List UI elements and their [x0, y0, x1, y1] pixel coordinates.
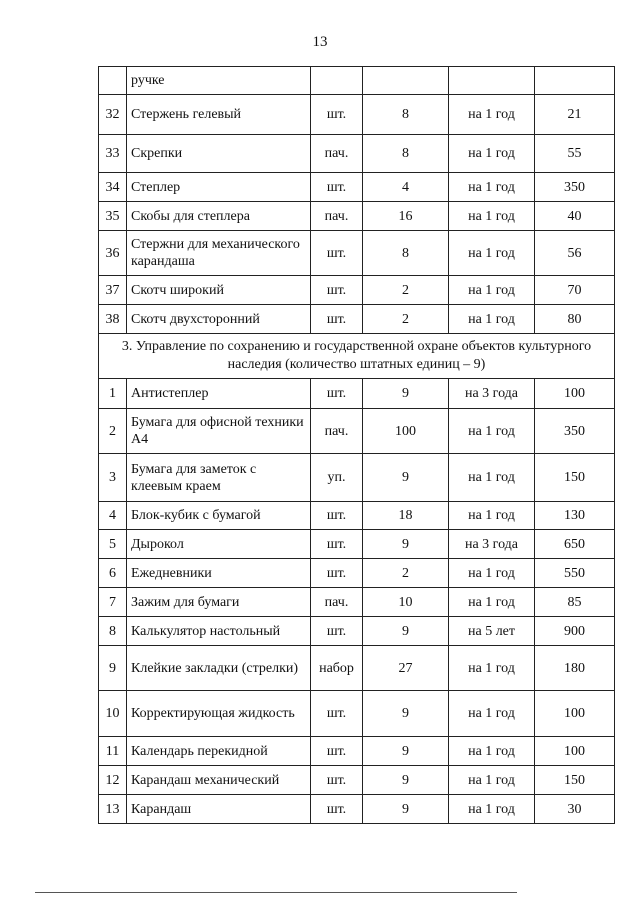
usage-period-cell [449, 67, 535, 95]
quantity-cell: 8 [363, 231, 449, 276]
unit-cell: шт. [311, 95, 363, 135]
unit-price-cell: 130 [535, 502, 615, 530]
supply-table [98, 66, 615, 824]
usage-period-cell: на 1 год [449, 737, 535, 766]
unit-price-cell: 100 [535, 379, 615, 409]
item-name-cell: Ежедневники [127, 559, 311, 588]
item-name-cell: Корректирующая жидкость [127, 691, 311, 737]
table-row [99, 95, 615, 135]
table-row [99, 276, 615, 305]
usage-period-cell: на 1 год [449, 588, 535, 617]
unit-price-cell: 150 [535, 454, 615, 502]
unit-cell: набор [311, 646, 363, 691]
unit-cell: пач. [311, 135, 363, 173]
unit-price-cell: 80 [535, 305, 615, 334]
quantity-cell: 27 [363, 646, 449, 691]
row-number-cell: 7 [99, 588, 127, 617]
row-number-cell: 8 [99, 617, 127, 646]
unit-cell: пач. [311, 202, 363, 231]
unit-cell: пач. [311, 588, 363, 617]
row-number-cell: 34 [99, 173, 127, 202]
row-number-cell: 2 [99, 409, 127, 454]
row-number-cell: 13 [99, 795, 127, 824]
item-name-cell: ручке [127, 67, 311, 95]
unit-cell: шт. [311, 737, 363, 766]
table-row [99, 737, 615, 766]
table-row [99, 454, 615, 502]
section-header-row [99, 334, 615, 379]
unit-cell: шт. [311, 379, 363, 409]
quantity-cell: 9 [363, 530, 449, 559]
quantity-cell: 9 [363, 766, 449, 795]
table-row [99, 409, 615, 454]
unit-price-cell: 900 [535, 617, 615, 646]
usage-period-cell: на 1 год [449, 95, 535, 135]
usage-period-cell: на 1 год [449, 454, 535, 502]
unit-price-cell: 180 [535, 646, 615, 691]
quantity-cell: 8 [363, 95, 449, 135]
row-number-cell: 38 [99, 305, 127, 334]
table-row [99, 559, 615, 588]
item-name-cell: Скотч двухсторонний [127, 305, 311, 334]
section-title: 3. Управление по сохранению и государственной охране объектов культурного наследия (количество штатных единиц – 9) [99, 334, 615, 379]
quantity-cell: 9 [363, 379, 449, 409]
usage-period-cell: на 1 год [449, 135, 535, 173]
quantity-cell: 16 [363, 202, 449, 231]
item-name-cell: Скотч широкий [127, 276, 311, 305]
row-number-cell: 35 [99, 202, 127, 231]
unit-price-cell [535, 67, 615, 95]
table-row [99, 691, 615, 737]
row-number-cell: 1 [99, 379, 127, 409]
item-name-cell: Дырокол [127, 530, 311, 559]
unit-price-cell: 56 [535, 231, 615, 276]
unit-cell: шт. [311, 795, 363, 824]
table-row [99, 305, 615, 334]
unit-price-cell: 650 [535, 530, 615, 559]
item-name-cell: Стержни для механического карандаша [127, 231, 311, 276]
table-row [99, 795, 615, 824]
usage-period-cell: на 1 год [449, 559, 535, 588]
table-row [99, 231, 615, 276]
unit-cell: шт. [311, 691, 363, 737]
quantity-cell: 8 [363, 135, 449, 173]
table-row [99, 588, 615, 617]
item-name-cell: Карандаш [127, 795, 311, 824]
table-row [99, 502, 615, 530]
table-body-group-a [99, 67, 615, 334]
quantity-cell: 9 [363, 617, 449, 646]
row-number-cell: 3 [99, 454, 127, 502]
item-name-cell: Бумага для заметок с клеевым краем [127, 454, 311, 502]
row-number-cell: 11 [99, 737, 127, 766]
usage-period-cell: на 3 года [449, 530, 535, 559]
quantity-cell: 9 [363, 795, 449, 824]
unit-price-cell: 350 [535, 409, 615, 454]
item-name-cell: Клейкие закладки (стрелки) [127, 646, 311, 691]
unit-cell: шт. [311, 305, 363, 334]
item-name-cell: Скобы для степлера [127, 202, 311, 231]
table-row [99, 530, 615, 559]
usage-period-cell: на 1 год [449, 691, 535, 737]
usage-period-cell: на 1 год [449, 409, 535, 454]
unit-price-cell: 55 [535, 135, 615, 173]
quantity-cell: 18 [363, 502, 449, 530]
unit-price-cell: 350 [535, 173, 615, 202]
quantity-cell: 2 [363, 559, 449, 588]
row-number-cell: 10 [99, 691, 127, 737]
table-row [99, 173, 615, 202]
row-number-cell [99, 67, 127, 95]
quantity-cell: 9 [363, 691, 449, 737]
item-name-cell: Бумага для офисной техники А4 [127, 409, 311, 454]
unit-price-cell: 21 [535, 95, 615, 135]
usage-period-cell: на 1 год [449, 173, 535, 202]
usage-period-cell: на 1 год [449, 231, 535, 276]
table-body-group-b [99, 379, 615, 824]
usage-period-cell: на 1 год [449, 202, 535, 231]
table-row [99, 202, 615, 231]
usage-period-cell: на 5 лет [449, 617, 535, 646]
row-number-cell: 32 [99, 95, 127, 135]
unit-price-cell: 100 [535, 737, 615, 766]
item-name-cell: Стержень гелевый [127, 95, 311, 135]
item-name-cell: Зажим для бумаги [127, 588, 311, 617]
row-number-cell: 12 [99, 766, 127, 795]
unit-cell: шт. [311, 766, 363, 795]
table-row [99, 67, 615, 95]
item-name-cell: Календарь перекидной [127, 737, 311, 766]
row-number-cell: 5 [99, 530, 127, 559]
unit-cell: шт. [311, 502, 363, 530]
row-number-cell: 6 [99, 559, 127, 588]
item-name-cell: Карандаш механический [127, 766, 311, 795]
quantity-cell: 100 [363, 409, 449, 454]
unit-cell: шт. [311, 276, 363, 305]
usage-period-cell: на 1 год [449, 766, 535, 795]
table-body-section [99, 334, 615, 379]
quantity-cell: 4 [363, 173, 449, 202]
unit-price-cell: 70 [535, 276, 615, 305]
table-row [99, 617, 615, 646]
row-number-cell: 36 [99, 231, 127, 276]
usage-period-cell: на 1 год [449, 305, 535, 334]
quantity-cell: 10 [363, 588, 449, 617]
quantity-cell: 9 [363, 737, 449, 766]
unit-price-cell: 30 [535, 795, 615, 824]
unit-price-cell: 150 [535, 766, 615, 795]
item-name-cell: Степлер [127, 173, 311, 202]
item-name-cell: Антистеплер [127, 379, 311, 409]
quantity-cell [363, 67, 449, 95]
quantity-cell: 9 [363, 454, 449, 502]
unit-price-cell: 100 [535, 691, 615, 737]
item-name-cell: Блок-кубик с бумагой [127, 502, 311, 530]
unit-cell: шт. [311, 231, 363, 276]
table-row [99, 379, 615, 409]
usage-period-cell: на 1 год [449, 795, 535, 824]
unit-cell: уп. [311, 454, 363, 502]
usage-period-cell: на 1 год [449, 276, 535, 305]
quantity-cell: 2 [363, 276, 449, 305]
unit-price-cell: 550 [535, 559, 615, 588]
item-name-cell: Калькулятор настольный [127, 617, 311, 646]
item-name-cell: Скрепки [127, 135, 311, 173]
unit-price-cell: 40 [535, 202, 615, 231]
row-number-cell: 9 [99, 646, 127, 691]
row-number-cell: 4 [99, 502, 127, 530]
table-row [99, 646, 615, 691]
unit-cell: шт. [311, 559, 363, 588]
unit-cell [311, 67, 363, 95]
unit-cell: шт. [311, 530, 363, 559]
table-row [99, 766, 615, 795]
unit-price-cell: 85 [535, 588, 615, 617]
table-row [99, 135, 615, 173]
quantity-cell: 2 [363, 305, 449, 334]
row-number-cell: 33 [99, 135, 127, 173]
row-number-cell: 37 [99, 276, 127, 305]
unit-cell: шт. [311, 617, 363, 646]
usage-period-cell: на 1 год [449, 502, 535, 530]
unit-cell: пач. [311, 409, 363, 454]
bottom-divider [35, 892, 517, 893]
page-number: 13 [312, 34, 328, 50]
usage-period-cell: на 3 года [449, 379, 535, 409]
usage-period-cell: на 1 год [449, 646, 535, 691]
unit-cell: шт. [311, 173, 363, 202]
